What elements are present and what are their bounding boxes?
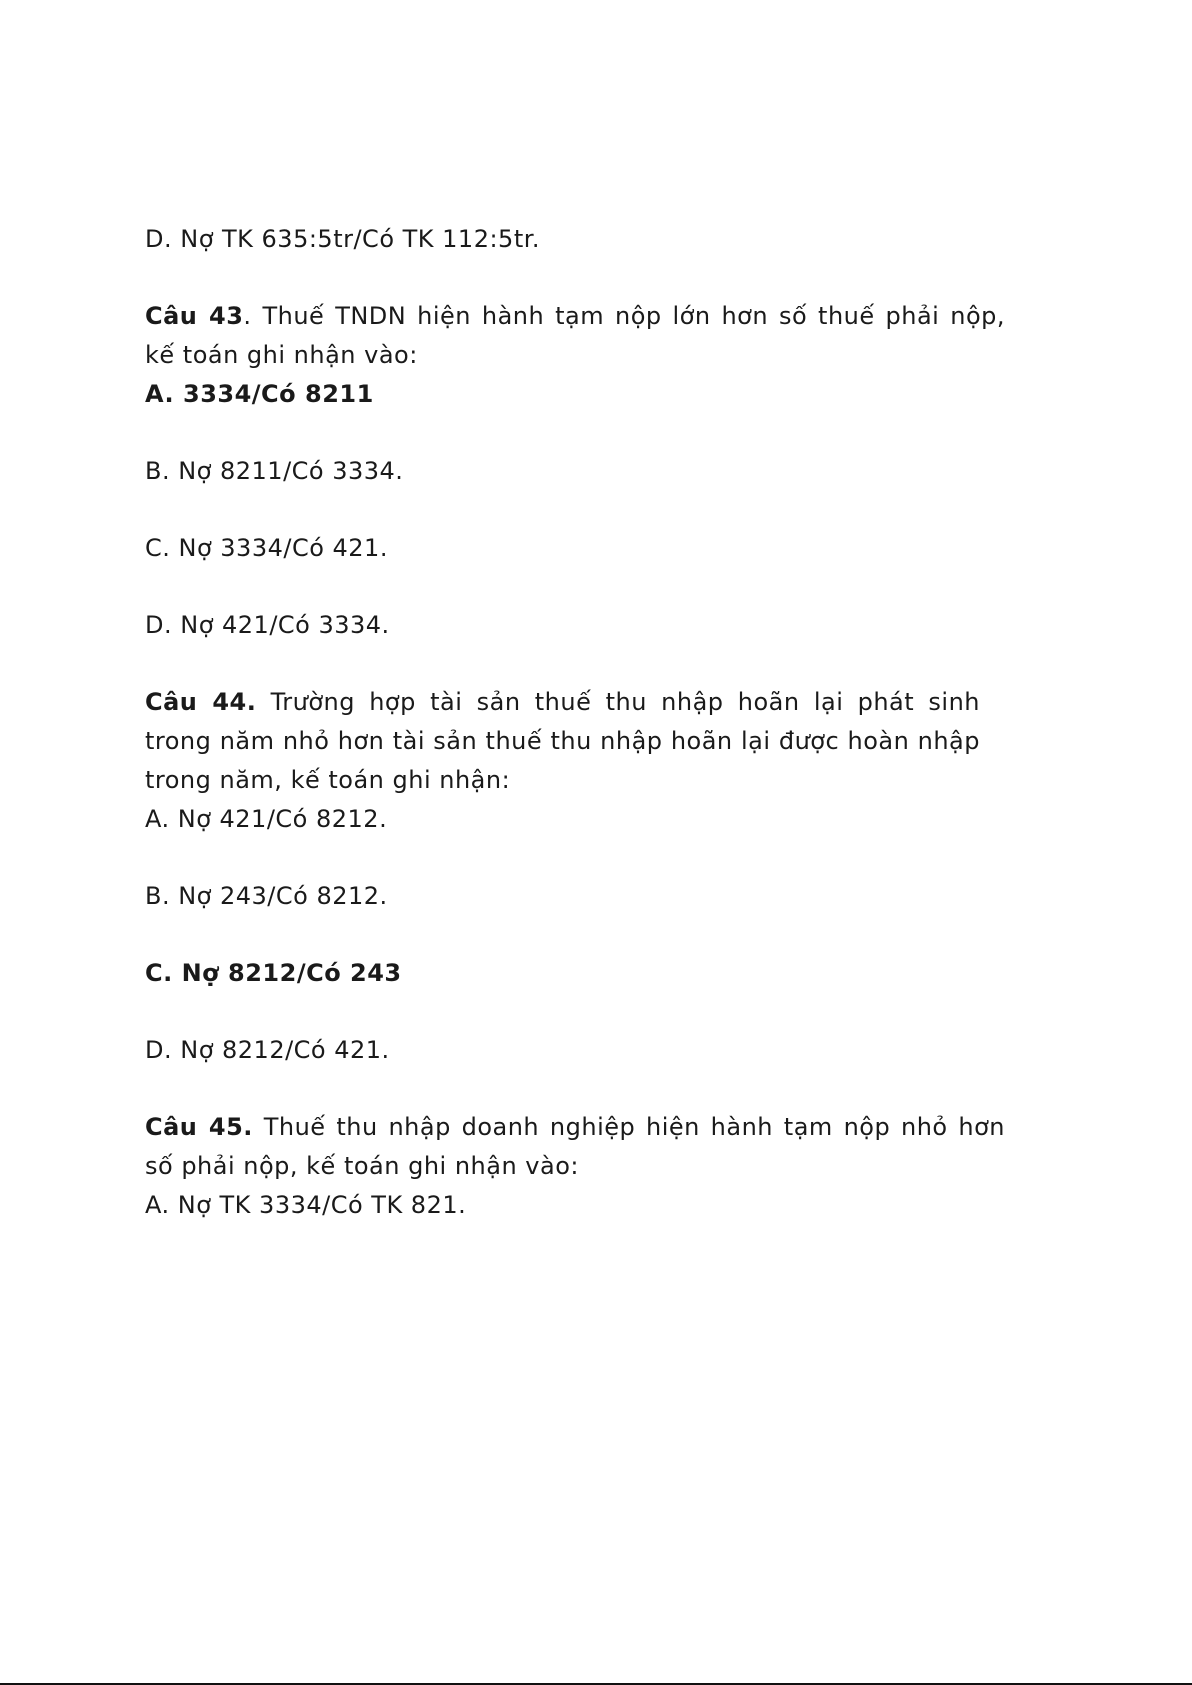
question-45-option-a: A. Nợ TK 3334/Có TK 821. [145, 1191, 467, 1219]
question-44-label: Câu 44. [145, 688, 257, 716]
question-43-option-d: D. Nợ 421/Có 3334. [145, 611, 390, 639]
previous-option-d: D. Nợ TK 635:5tr/Có TK 112:5tr. [145, 225, 541, 253]
question-44-text: Trường hợp tài sản thuế thu nhập hoãn lại phát sinh trong năm nhỏ hơn tài sản thuế thu nhập hoãn lại được hoàn nhập trong năm, kế toán ghi nhận: [145, 688, 981, 794]
question-44-option-d: D. Nợ 8212/Có 421. [145, 1036, 390, 1064]
question-45 [145, 1108, 1080, 1225]
question-44-option-a: A. Nợ 421/Có 8212. [145, 805, 388, 833]
question-45-stem [145, 1108, 1005, 1186]
question-43-option-a: A. 3334/Có 8211 [145, 380, 374, 408]
question-43-stem: Câu 43. Thuế TNDN hiện hành tạm nộp lớn hơn số thuế phải nộp, kế toán ghi nhận vào: [145, 302, 1005, 369]
question-43 [145, 297, 1080, 645]
question-44-option-b: B. Nợ 243/Có 8212. [145, 882, 388, 910]
question-43-label: Câu 43 [145, 302, 244, 330]
question-43-option-c: C. Nợ 3334/Có 421. [145, 534, 388, 562]
document-content [145, 220, 1080, 1225]
question-43-option-b: B. Nợ 8211/Có 3334. [145, 457, 404, 485]
question-45-text: Thuế thu nhập doanh nghiệp hiện hành tạm nộp nhỏ hơn số phải nộp, kế toán ghi nhận vào: [145, 1113, 1005, 1180]
question-44-stem [145, 683, 980, 800]
question-44-option-c: C. Nợ 8212/Có 243 [145, 959, 402, 987]
question-44 [145, 683, 1080, 1070]
question-43-text: Thuế TNDN hiện hành tạm nộp lớn hơn số thuế phải nộp, kế toán ghi nhận vào: [145, 302, 1005, 369]
question-45-label: Câu 45. [145, 1113, 253, 1141]
